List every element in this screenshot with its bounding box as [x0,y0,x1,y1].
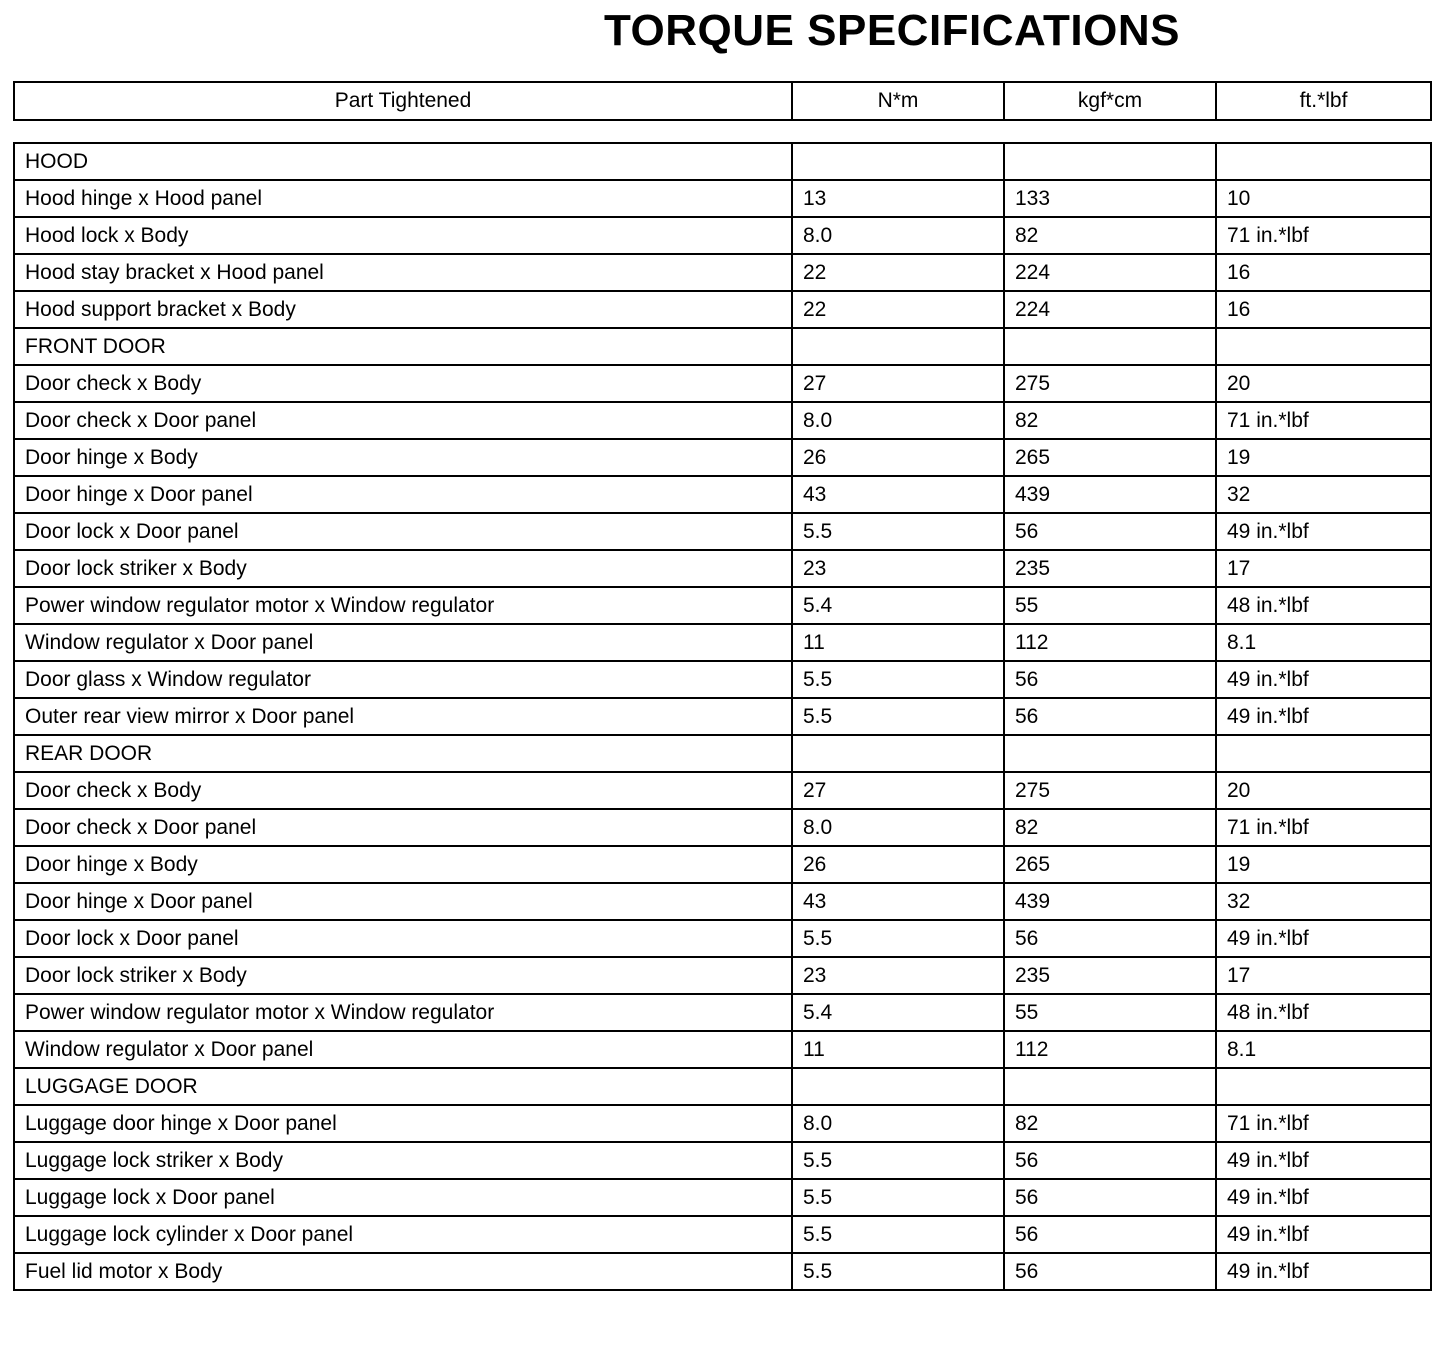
cell-ftlbf: 49 in.*lbf [1216,513,1431,550]
cell-nm: 5.5 [792,1253,1004,1290]
cell-part: Window regulator x Door panel [14,1031,792,1068]
section-row [14,735,1431,772]
cell-part: Luggage door hinge x Door panel [14,1105,792,1142]
cell-nm: 8.0 [792,217,1004,254]
cell-kgfcm: 235 [1004,550,1216,587]
cell-nm [792,143,1004,180]
cell-kgfcm: 56 [1004,1253,1216,1290]
cell-part: Door hinge x Door panel [14,476,792,513]
cell-nm: 26 [792,439,1004,476]
table-row [14,957,1431,994]
torque-table [13,142,1432,1291]
table-row [14,1105,1431,1142]
cell-kgfcm [1004,143,1216,180]
column-header-nm: N*m [792,82,1004,120]
cell-nm: 23 [792,957,1004,994]
cell-kgfcm [1004,328,1216,365]
table-row [14,624,1431,661]
cell-part: Door hinge x Door panel [14,883,792,920]
cell-ftlbf: 71 in.*lbf [1216,1105,1431,1142]
column-header-ftlbf: ft.*lbf [1216,82,1431,120]
cell-ftlbf: 20 [1216,365,1431,402]
table-row [14,180,1431,217]
cell-kgfcm: 112 [1004,624,1216,661]
table-row [14,254,1431,291]
section-row [14,1068,1431,1105]
cell-part: Door lock striker x Body [14,550,792,587]
cell-kgfcm: 55 [1004,994,1216,1031]
cell-nm: 5.4 [792,587,1004,624]
cell-part: Door check x Door panel [14,809,792,846]
column-header-kgfcm: kgf*cm [1004,82,1216,120]
cell-part: Luggage lock striker x Body [14,1142,792,1179]
cell-ftlbf [1216,1068,1431,1105]
cell-kgfcm: 224 [1004,291,1216,328]
table-row [14,365,1431,402]
cell-ftlbf: 49 in.*lbf [1216,1253,1431,1290]
cell-part: LUGGAGE DOOR [14,1068,792,1105]
cell-ftlbf: 49 in.*lbf [1216,1216,1431,1253]
table-row [14,1179,1431,1216]
table-row [14,846,1431,883]
cell-nm: 8.0 [792,1105,1004,1142]
cell-kgfcm: 56 [1004,1179,1216,1216]
cell-nm: 43 [792,476,1004,513]
cell-part: Door check x Body [14,772,792,809]
table-row [14,550,1431,587]
table-row [14,920,1431,957]
cell-nm: 22 [792,254,1004,291]
cell-ftlbf: 19 [1216,439,1431,476]
cell-ftlbf: 48 in.*lbf [1216,587,1431,624]
cell-nm: 5.5 [792,1216,1004,1253]
cell-nm: 22 [792,291,1004,328]
cell-part: Outer rear view mirror x Door panel [14,698,792,735]
cell-ftlbf: 17 [1216,550,1431,587]
cell-ftlbf: 49 in.*lbf [1216,661,1431,698]
cell-nm: 11 [792,624,1004,661]
cell-part: Door hinge x Body [14,439,792,476]
cell-kgfcm: 275 [1004,772,1216,809]
cell-kgfcm: 265 [1004,439,1216,476]
cell-part: Power window regulator motor x Window regulator [14,587,792,624]
cell-part: Door check x Body [14,365,792,402]
cell-kgfcm: 55 [1004,587,1216,624]
cell-kgfcm: 82 [1004,402,1216,439]
cell-nm: 23 [792,550,1004,587]
cell-kgfcm [1004,1068,1216,1105]
cell-kgfcm: 82 [1004,217,1216,254]
cell-kgfcm: 275 [1004,365,1216,402]
cell-part: Door lock x Door panel [14,513,792,550]
cell-part: Door hinge x Body [14,846,792,883]
cell-ftlbf: 49 in.*lbf [1216,1142,1431,1179]
cell-kgfcm: 56 [1004,1142,1216,1179]
cell-nm: 5.5 [792,513,1004,550]
cell-kgfcm: 56 [1004,513,1216,550]
cell-ftlbf: 71 in.*lbf [1216,809,1431,846]
cell-kgfcm: 265 [1004,846,1216,883]
cell-nm [792,328,1004,365]
cell-part: Fuel lid motor x Body [14,1253,792,1290]
cell-kgfcm: 112 [1004,1031,1216,1068]
cell-kgfcm: 56 [1004,920,1216,957]
table-row [14,439,1431,476]
cell-nm: 5.5 [792,698,1004,735]
cell-ftlbf: 49 in.*lbf [1216,920,1431,957]
cell-nm: 5.5 [792,920,1004,957]
cell-ftlbf: 17 [1216,957,1431,994]
page-title: TORQUE SPECIFICATIONS [603,6,1181,55]
cell-ftlbf: 32 [1216,883,1431,920]
table-row [14,1253,1431,1290]
cell-ftlbf: 49 in.*lbf [1216,1179,1431,1216]
cell-ftlbf: 32 [1216,476,1431,513]
table-row [14,883,1431,920]
cell-ftlbf: 8.1 [1216,1031,1431,1068]
cell-ftlbf [1216,735,1431,772]
cell-nm: 26 [792,846,1004,883]
cell-ftlbf: 19 [1216,846,1431,883]
cell-part: REAR DOOR [14,735,792,772]
cell-ftlbf: 71 in.*lbf [1216,217,1431,254]
cell-nm [792,735,1004,772]
table-row [14,661,1431,698]
table-row [14,809,1431,846]
cell-nm: 5.4 [792,994,1004,1031]
cell-ftlbf: 49 in.*lbf [1216,698,1431,735]
cell-ftlbf: 16 [1216,254,1431,291]
cell-ftlbf [1216,143,1431,180]
table-row [14,217,1431,254]
table-row [14,772,1431,809]
cell-part: FRONT DOOR [14,328,792,365]
cell-part: Door lock striker x Body [14,957,792,994]
cell-ftlbf: 16 [1216,291,1431,328]
cell-nm: 11 [792,1031,1004,1068]
cell-nm: 5.5 [792,1179,1004,1216]
cell-kgfcm: 224 [1004,254,1216,291]
cell-kgfcm: 56 [1004,698,1216,735]
cell-nm: 8.0 [792,809,1004,846]
cell-part: Door lock x Door panel [14,920,792,957]
cell-part: HOOD [14,143,792,180]
cell-kgfcm [1004,735,1216,772]
cell-kgfcm: 82 [1004,1105,1216,1142]
cell-ftlbf [1216,328,1431,365]
cell-ftlbf: 71 in.*lbf [1216,402,1431,439]
cell-part: Hood hinge x Hood panel [14,180,792,217]
table-row [14,291,1431,328]
cell-nm: 27 [792,772,1004,809]
cell-ftlbf: 8.1 [1216,624,1431,661]
table-header [13,81,1432,121]
table-row [14,698,1431,735]
cell-part: Hood lock x Body [14,217,792,254]
cell-nm: 5.5 [792,1142,1004,1179]
cell-part: Luggage lock x Door panel [14,1179,792,1216]
table-row [14,587,1431,624]
table-row [14,513,1431,550]
column-header-part: Part Tightened [14,82,792,120]
cell-kgfcm: 82 [1004,809,1216,846]
table-row [14,476,1431,513]
cell-part: Door check x Door panel [14,402,792,439]
cell-nm: 27 [792,365,1004,402]
cell-kgfcm: 56 [1004,1216,1216,1253]
cell-nm: 13 [792,180,1004,217]
table-row [14,402,1431,439]
table-row [14,1216,1431,1253]
cell-kgfcm: 56 [1004,661,1216,698]
table-row [14,1142,1431,1179]
cell-part: Hood stay bracket x Hood panel [14,254,792,291]
cell-nm: 43 [792,883,1004,920]
cell-part: Power window regulator motor x Window regulator [14,994,792,1031]
cell-ftlbf: 48 in.*lbf [1216,994,1431,1031]
cell-kgfcm: 235 [1004,957,1216,994]
cell-part: Hood support bracket x Body [14,291,792,328]
cell-ftlbf: 10 [1216,180,1431,217]
cell-part: Door glass x Window regulator [14,661,792,698]
cell-part: Luggage lock cylinder x Door panel [14,1216,792,1253]
cell-ftlbf: 20 [1216,772,1431,809]
cell-kgfcm: 439 [1004,883,1216,920]
cell-nm [792,1068,1004,1105]
table-row [14,994,1431,1031]
cell-kgfcm: 133 [1004,180,1216,217]
section-row [14,328,1431,365]
cell-nm: 5.5 [792,661,1004,698]
table-row [14,1031,1431,1068]
section-row [14,143,1431,180]
cell-part: Window regulator x Door panel [14,624,792,661]
cell-nm: 8.0 [792,402,1004,439]
header-row [14,82,1431,120]
cell-kgfcm: 439 [1004,476,1216,513]
